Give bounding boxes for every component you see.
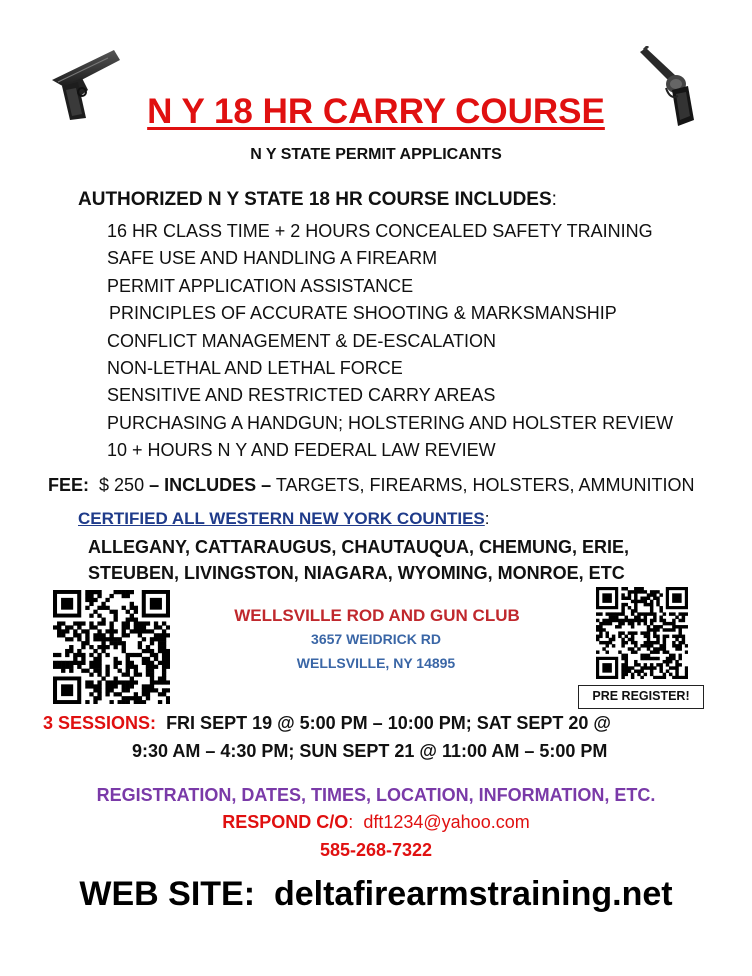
counties-line-2: STEUBEN, LIVINGSTON, NIAGARA, WYOMING, MONROE, ETC bbox=[88, 563, 625, 583]
website-url[interactable]: deltafirearmstraining.net bbox=[273, 875, 673, 913]
fee-includes: – INCLUDES – bbox=[149, 475, 272, 495]
certified-line: CERTIFIED ALL WESTERN NEW YORK COUNTIES: bbox=[78, 509, 490, 528]
includes-list bbox=[107, 218, 673, 465]
list-item: 16 HR CLASS TIME + 2 HOURS CONCEALED SAFETY TRAINING bbox=[107, 221, 653, 241]
email-link[interactable]: dft1234@yahoo.com bbox=[363, 812, 530, 832]
venue-city: WELLSVILLE, NY 14895 bbox=[296, 655, 456, 671]
list-item: PRINCIPLES OF ACCURATE SHOOTING & MARKSMANSHIP bbox=[109, 303, 617, 324]
certified-label: CERTIFIED ALL WESTERN NEW YORK COUNTIES bbox=[78, 509, 485, 528]
website-label: WEB SITE: bbox=[79, 875, 256, 913]
list-item: PERMIT APPLICATION ASSISTANCE bbox=[107, 275, 414, 296]
list-item: PURCHASING A HANDGUN; HOLSTERING AND HOLSTER REVIEW bbox=[107, 412, 674, 433]
fee-items: TARGETS, FIREARMS, HOLSTERS, AMMUNITION bbox=[275, 475, 695, 495]
pre-register-label: PRE REGISTER! bbox=[578, 685, 704, 709]
sessions-line-1: 3 SESSIONS: FRI SEPT 19 @ 5:00 PM – 10:00 PM; SAT SEPT 20 @ bbox=[43, 713, 611, 733]
includes-heading: AUTHORIZED N Y STATE 18 HR COURSE INCLUDES: bbox=[78, 189, 557, 210]
respond-line: RESPOND C/O: dft1234@yahoo.com bbox=[222, 812, 530, 832]
respond-label: RESPOND C/O bbox=[222, 812, 349, 832]
course-subtitle: N Y STATE PERMIT APPLICANTS bbox=[250, 146, 502, 163]
venue-name: WELLSVILLE ROD AND GUN CLUB bbox=[234, 606, 520, 625]
counties-line-1: ALLEGANY, CATTARAUGUS, CHAUTAUQUA, CHEMUNG, ERIE, bbox=[88, 537, 629, 557]
fee-amount: $ 250 bbox=[99, 475, 145, 495]
website-line bbox=[0, 875, 752, 914]
fee-line bbox=[48, 475, 695, 496]
list-item: SAFE USE AND HANDLING A FIREARM bbox=[107, 248, 438, 269]
fee-label: FEE: bbox=[48, 475, 90, 495]
sessions-line-2: 9:30 AM – 4:30 PM; SUN SEPT 21 @ 11:00 AM – 5:00 PM bbox=[132, 741, 608, 761]
list-item: CONFLICT MANAGEMENT & DE-ESCALATION bbox=[107, 330, 497, 351]
list-item: SENSITIVE AND RESTRICTED CARRY AREAS bbox=[107, 385, 496, 406]
course-title: N Y 18 HR CARRY COURSE bbox=[147, 92, 605, 131]
venue-street: 3657 WEIDRICK RD bbox=[311, 631, 441, 647]
list-item: NON-LETHAL AND LETHAL FORCE bbox=[107, 357, 403, 378]
phone-number[interactable]: 585-268-7322 bbox=[319, 840, 433, 860]
sessions-label: 3 SESSIONS: bbox=[43, 713, 157, 733]
list-item: 10 + HOURS N Y AND FEDERAL LAW REVIEW bbox=[107, 440, 496, 461]
registration-info: REGISTRATION, DATES, TIMES, LOCATION, INFORMATION, ETC. bbox=[96, 785, 656, 805]
